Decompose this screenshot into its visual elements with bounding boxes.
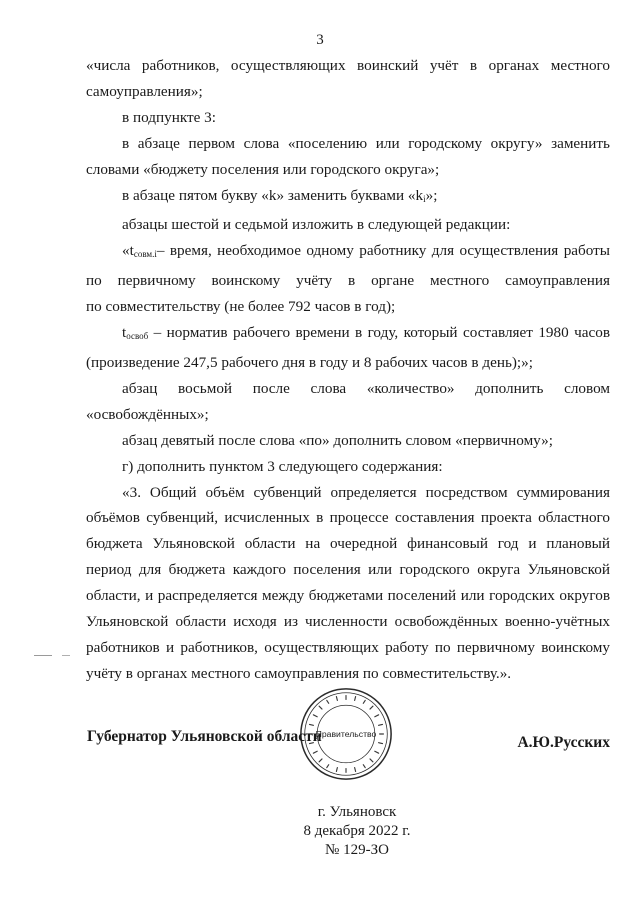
t-osvob-symbol: t — [122, 324, 127, 342]
margin-mark — [34, 655, 52, 656]
paragraph-line: г) дополнить пунктом 3 следующего содержания: — [122, 457, 443, 475]
paragraph-tail: »; — [425, 186, 438, 204]
signatory-title: Губернатор Ульяновской области — [87, 728, 322, 745]
paragraph-line — [86, 183, 610, 213]
footer-date: 8 декабря 2022 г. — [303, 823, 411, 839]
footer-law-number: № 129-ЗО — [325, 842, 389, 858]
paragraph-text: – время, необходимое одному работнику для осуществления работы — [156, 242, 610, 260]
signature-block — [87, 728, 610, 758]
margin-mark — [62, 655, 70, 656]
paragraph-line: период для бюджета каждого поселения или городского округа Ульяновской — [86, 561, 610, 579]
paragraph-line — [86, 238, 610, 268]
paragraph-line: «3. Общий объём субвенций определяется посредством суммирования — [122, 483, 610, 501]
paragraph-line: словами «бюджету поселения или городского округа»; — [86, 160, 440, 178]
paragraph-text: – норматив рабочего времени в году, который составляет 1980 часов — [153, 324, 611, 342]
signatory-name: А.Ю.Русских — [517, 734, 610, 751]
paragraph-text: в абзаце пятом букву «k» заменить буквами «k — [122, 186, 424, 204]
paragraph-line: в подпункте 3: — [122, 108, 216, 126]
paragraph-line: абзацы шестой и седьмой изложить в следующей редакции: — [122, 216, 511, 234]
page-number: 3 — [316, 32, 324, 48]
paragraph-line: учёту в органах местного самоуправления по совместительству.». — [86, 664, 512, 682]
paragraph-line: бюджета Ульяновской области на очередной финансовый год и плановый — [86, 535, 610, 553]
t-osvob-subscript: освоб — [126, 331, 149, 342]
paragraph-line: в абзаце первом слова «поселению или городскому округу» заменить — [122, 134, 610, 152]
paragraph-line: по первичному воинскому учёту в органе местного самоуправления — [86, 272, 610, 290]
paragraph-line: самоуправления»; — [86, 82, 203, 100]
paragraph-line: Ульяновской области исходя из численности освобождённых военно-учётных — [86, 613, 610, 631]
paragraph-line: объёмов субвенций, исчисленных в процессе составления проекта областного — [86, 509, 610, 527]
t-sovm-symbol: «t — [122, 242, 134, 260]
paragraph-line: работников и работников, осуществляющих работу по первичному воинскому — [86, 638, 610, 656]
paragraph-line: области, и распределяется между бюджетами поселений или городских округов — [86, 587, 610, 605]
paragraph-line: (произведение 247,5 рабочего дня в году и 8 рабочих часов в день);»; — [86, 353, 533, 371]
footer-city: г. Ульяновск — [317, 804, 397, 820]
subscript-i: i — [423, 193, 426, 204]
paragraph-line: абзац девятый после слова «по» дополнить словом «первичному»; — [122, 431, 553, 449]
paragraph-line: «освобождённых»; — [86, 405, 209, 423]
document-footer — [0, 803, 640, 860]
paragraph-line: «числа работников, осуществляющих воинский учёт в органах местного — [86, 57, 610, 74]
paragraph-line — [86, 320, 610, 350]
paragraph-line: абзац восьмой после слова «количество» дополнить словом — [122, 379, 610, 397]
paragraph-line: по совместительству (не более 792 часов в год); — [86, 298, 396, 316]
document-body — [86, 53, 610, 687]
seal-center-text: Правительство — [315, 728, 377, 739]
t-sovm-subscript: совм.i — [133, 249, 157, 260]
